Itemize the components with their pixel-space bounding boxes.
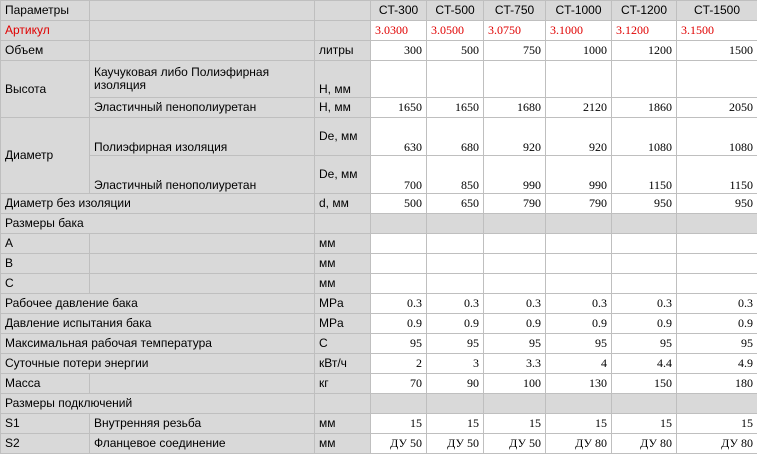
- param-value: 95: [546, 334, 612, 354]
- param-value: 0.9: [484, 314, 546, 334]
- volume-value: 1000: [546, 41, 612, 61]
- height-rubber-label: Каучуковая либо Полиэфирная изоляция: [90, 61, 315, 98]
- tank-dim-row-a: [1, 234, 757, 254]
- diameter-polyester-value: 1080: [612, 118, 677, 156]
- param-value: 0.3: [612, 294, 677, 314]
- article-label: Артикул: [1, 21, 90, 41]
- tank-dim-label: B: [1, 254, 90, 274]
- param-row-max-temp: [1, 334, 757, 354]
- connection-value: ДУ 50: [371, 434, 427, 454]
- connection-value: ДУ 80: [677, 434, 757, 454]
- connections-header-row: [1, 394, 757, 414]
- param-value: 4.9: [677, 354, 757, 374]
- diameter-bare-value: 790: [484, 194, 546, 214]
- connection-value: ДУ 50: [484, 434, 546, 454]
- connection-value: 15: [484, 414, 546, 434]
- diameter-bare-value: 950: [677, 194, 757, 214]
- article-value: 3.0750: [484, 21, 546, 41]
- diameter-polyester-value: 920: [484, 118, 546, 156]
- param-row-energy-loss: [1, 354, 757, 374]
- connection-label: Фланцевое соединение: [90, 434, 315, 454]
- param-value: 100: [484, 374, 546, 394]
- diameter-foam-value: 990: [484, 156, 546, 194]
- diameter-polyester-unit: De, мм: [315, 118, 371, 156]
- param-label: Давление испытания бака: [1, 314, 315, 334]
- connection-label: Внутренняя резьба: [90, 414, 315, 434]
- param-value: 70: [371, 374, 427, 394]
- param-value: 0.9: [677, 314, 757, 334]
- diameter-bare-unit: d, мм: [315, 194, 371, 214]
- volume-value: 750: [484, 41, 546, 61]
- param-value: 0.9: [371, 314, 427, 334]
- volume-label: Объем: [1, 41, 90, 61]
- connection-value: 15: [546, 414, 612, 434]
- connection-value: ДУ 50: [427, 434, 484, 454]
- param-value: 4.4: [612, 354, 677, 374]
- header-row: [1, 1, 757, 21]
- param-value: 130: [546, 374, 612, 394]
- height-foam-label: Эластичный пенополиуретан: [90, 98, 315, 118]
- tank-dim-unit: мм: [315, 274, 371, 294]
- param-value: 0.3: [677, 294, 757, 314]
- connection-value: 15: [677, 414, 757, 434]
- article-row: [1, 21, 757, 41]
- height-row-rubber: [1, 61, 757, 98]
- param-value: 0.3: [371, 294, 427, 314]
- model-header: CT-500: [427, 1, 484, 21]
- param-value: 0.3: [546, 294, 612, 314]
- connection-unit: мм: [315, 414, 371, 434]
- tank-dims-label: Размеры бака: [1, 214, 315, 234]
- article-value: 3.1000: [546, 21, 612, 41]
- param-value: 95: [427, 334, 484, 354]
- height-value: 1680: [484, 98, 546, 118]
- diameter-row-foam: [1, 156, 757, 194]
- article-value: 3.0300: [371, 21, 427, 41]
- param-value: 150: [612, 374, 677, 394]
- connection-unit: мм: [315, 434, 371, 454]
- tank-dim-row-b: [1, 254, 757, 274]
- diameter-bare-value: 650: [427, 194, 484, 214]
- param-value: 180: [677, 374, 757, 394]
- height-rubber-unit: H, мм: [315, 61, 371, 98]
- diameter-polyester-value: 1080: [677, 118, 757, 156]
- diameter-bare-value: 790: [546, 194, 612, 214]
- param-value: 3: [427, 354, 484, 374]
- tank-dim-label: A: [1, 234, 90, 254]
- model-header: CT-750: [484, 1, 546, 21]
- tank-dim-label: C: [1, 274, 90, 294]
- tank-dims-header-row: [1, 214, 757, 234]
- param-row-mass: [1, 374, 757, 394]
- param-value: 0.9: [612, 314, 677, 334]
- param-unit: C: [315, 334, 371, 354]
- diameter-foam-value: 700: [371, 156, 427, 194]
- param-label: Рабочее давление бака: [1, 294, 315, 314]
- height-value: 2050: [677, 98, 757, 118]
- height-value: 1650: [427, 98, 484, 118]
- connection-value: 15: [427, 414, 484, 434]
- param-unit: кВт/ч: [315, 354, 371, 374]
- param-row-working-pressure: [1, 294, 757, 314]
- diameter-bare-value: 950: [612, 194, 677, 214]
- param-unit: кг: [315, 374, 371, 394]
- diameter-foam-value: 1150: [677, 156, 757, 194]
- tank-dim-unit: мм: [315, 234, 371, 254]
- article-value: 3.1500: [677, 21, 757, 41]
- connection-value: 15: [612, 414, 677, 434]
- param-unit: MPa: [315, 314, 371, 334]
- connections-label: Размеры подключений: [1, 394, 315, 414]
- diameter-foam-value: 1150: [612, 156, 677, 194]
- volume-row: [1, 41, 757, 61]
- diameter-polyester-value: 920: [546, 118, 612, 156]
- param-unit: MPa: [315, 294, 371, 314]
- model-header: CT-1000: [546, 1, 612, 21]
- param-value: 90: [427, 374, 484, 394]
- connection-value: ДУ 80: [546, 434, 612, 454]
- height-value: 2120: [546, 98, 612, 118]
- tank-dim-row-c: [1, 274, 757, 294]
- param-label: Максимальная рабочая температура: [1, 334, 315, 354]
- param-label: Суточные потери энергии: [1, 354, 315, 374]
- model-header: CT-1200: [612, 1, 677, 21]
- height-row-foam: [1, 98, 757, 118]
- param-value: 3.3: [484, 354, 546, 374]
- model-header: CT-300: [371, 1, 427, 21]
- param-value: 0.9: [546, 314, 612, 334]
- diameter-foam-unit: De, мм: [315, 156, 371, 194]
- volume-value: 1500: [677, 41, 757, 61]
- param-value: 95: [371, 334, 427, 354]
- diameter-foam-label: Эластичный пенополиуретан: [90, 156, 315, 194]
- connection-row-s1: [1, 414, 757, 434]
- diameter-polyester-value: 630: [371, 118, 427, 156]
- connection-value: ДУ 80: [612, 434, 677, 454]
- diameter-foam-value: 990: [546, 156, 612, 194]
- height-value: 1860: [612, 98, 677, 118]
- volume-value: 500: [427, 41, 484, 61]
- diameter-polyester-label: Полиэфирная изоляция: [90, 118, 315, 156]
- article-value: 3.1200: [612, 21, 677, 41]
- diameter-bare-value: 500: [371, 194, 427, 214]
- param-value: 95: [677, 334, 757, 354]
- param-value: 4: [546, 354, 612, 374]
- params-label: Параметры: [1, 1, 90, 21]
- height-label: Высота: [1, 61, 90, 118]
- diameter-label: Диаметр: [1, 118, 90, 194]
- model-header: CT-1500: [677, 1, 757, 21]
- param-value: 0.3: [427, 294, 484, 314]
- diameter-polyester-value: 680: [427, 118, 484, 156]
- volume-value: 300: [371, 41, 427, 61]
- diameter-foam-value: 850: [427, 156, 484, 194]
- height-value: 1650: [371, 98, 427, 118]
- param-label: Масса: [1, 374, 90, 394]
- height-foam-unit: H, мм: [315, 98, 371, 118]
- tank-dim-unit: мм: [315, 254, 371, 274]
- connection-value: 15: [371, 414, 427, 434]
- param-value: 0.3: [484, 294, 546, 314]
- connection-code: S2: [1, 434, 90, 454]
- article-value: 3.0500: [427, 21, 484, 41]
- param-value: 2: [371, 354, 427, 374]
- diameter-bare-label: Диаметр без изоляции: [1, 194, 315, 214]
- diameter-bare-row: [1, 194, 757, 214]
- connection-code: S1: [1, 414, 90, 434]
- param-value: 0.9: [427, 314, 484, 334]
- param-row-test-pressure: [1, 314, 757, 334]
- diameter-row-polyester: [1, 118, 757, 156]
- param-value: 95: [484, 334, 546, 354]
- volume-value: 1200: [612, 41, 677, 61]
- volume-unit: литры: [315, 41, 371, 61]
- param-value: 95: [612, 334, 677, 354]
